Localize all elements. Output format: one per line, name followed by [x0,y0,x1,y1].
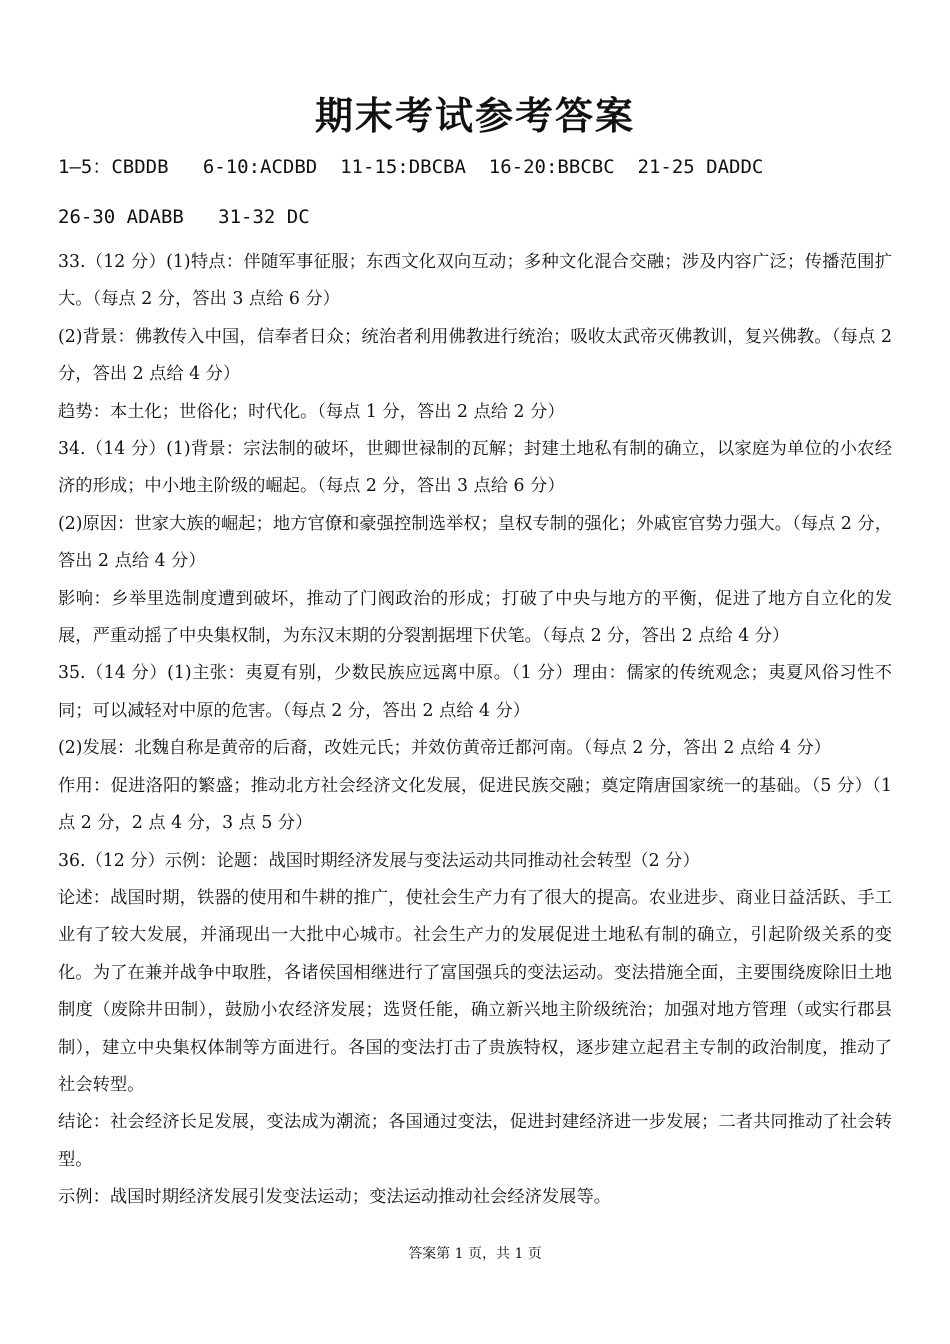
paragraph-q34-part1: 34.（14 分）(1)背景：宗法制的破坏，世卿世禄制的瓦解；封建土地私有制的确立，以家庭为单位的小农经济的形成；中小地主阶级的崛起。（每点 2 分，答出 3 点给 6 分） [58,439,892,497]
paragraph-q33-part2: (2)背景：佛教传入中国，信奉者日众；统治者利用佛教进行统治；吸收太武帝灭佛教训，复兴佛教。（每点 2 分，答出 2 点给 4 分） [58,326,892,385]
paragraph-q33-trend: 趋势：本土化；世俗化；时代化。（每点 1 分，答出 2 点给 2 分） [58,401,565,422]
paragraph-q36-thesis: 36.（12 分）示例：论题：战国时期经济发展与变法运动共同推动社会转型（2 分） [58,850,700,871]
paragraph-q35-effect: 作用：促进洛阳的繁盛；推动北方社会经济文化发展，促进民族交融；奠定隋唐国家统一的基础。（5 分）（1 点 2 分，2 点 4 分，3 点 5 分） [58,775,892,834]
paragraph-q35-part2: (2)发展：北魏自称是黄帝的后裔，改姓元氏；并效仿黄帝迁都河南。（每点 2 分，答出 2 点给 4 分） [58,738,832,759]
paragraph-q34-impact: 影响：乡举里选制度遭到破坏，推动了门阀政治的形成；打破了中央与地方的平衡，促进了地方自立化的发展，严重动摇了中央集权制，为东汉末期的分裂割据埋下伏笔。（每点 2 分，答出 2 点给 4 分） [58,588,892,647]
choice-answers-line-1: 1—5：CBDDB 6-10:ACDBD 11-15:DBCBA 16-20:BBCBC 21-25 DADDC [58,156,764,178]
paragraph-q34-part2: (2)原因：世家大族的崛起；地方官僚和豪强控制选举权；皇权专制的强化；外戚宦官势力强大。（每点 2 分，答出 2 点给 4 分） [58,513,892,572]
paragraph-q36-conclusion: 结论：社会经济长足发展，变法成为潮流；各国通过变法，促进封建经济进一步发展；二者共同推动了社会转型。 [58,1112,892,1170]
page-footer: 答案第 1 页，共 1 页 [408,1246,542,1262]
paragraph-q33-part1: 33.（12 分）(1)特点：伴随军事征服；东西文化双向互动；多种文化混合交融；涉及内容广泛；传播范围扩大。（每点 2 分，答出 3 点给 6 分） [58,252,892,310]
paragraph-q36-argument: 论述：战国时期，铁器的使用和牛耕的推广，使社会生产力有了很大的提高。农业进步、商业日益活跃、手工业有了较大发展，并涌现出一大批中心城市。社会生产力的发展促进土地私有制的确立，引起阶级关系的变化。为了在兼并战争中取胜，各诸侯国相继进行了富国强兵的变法运动。变法措施全面，主要围绕废除旧土地制度（废除井田制），鼓励小农经济发展；选贤任能，确立新兴地主阶级统治；加强对地方管理（或实行郡县制），建立中央集权体制等方面进行。各国的变法打击了贵族特权，逐步建立起君主专制的政治制度，推动了社会转型。 [58,887,892,1095]
answer-body [58,244,892,1217]
paragraph-q36-example: 示例：战国时期经济发展引发变法运动；变法运动推动社会经济发展等。 [58,1187,612,1208]
paragraph-q35-part1: 35.（14 分）(1)主张：夷夏有别，少数民族应远离中原。（1 分）理由：儒家的传统观念；夷夏风俗习性不同；可以减轻对中原的危害。（每点 2 分，答出 2 点给 4 分） [58,663,892,721]
page-title: 期末考试参考答案 [314,93,635,138]
choice-answers-line-2: 26-30 ADABB 31-32 DC [58,206,310,228]
